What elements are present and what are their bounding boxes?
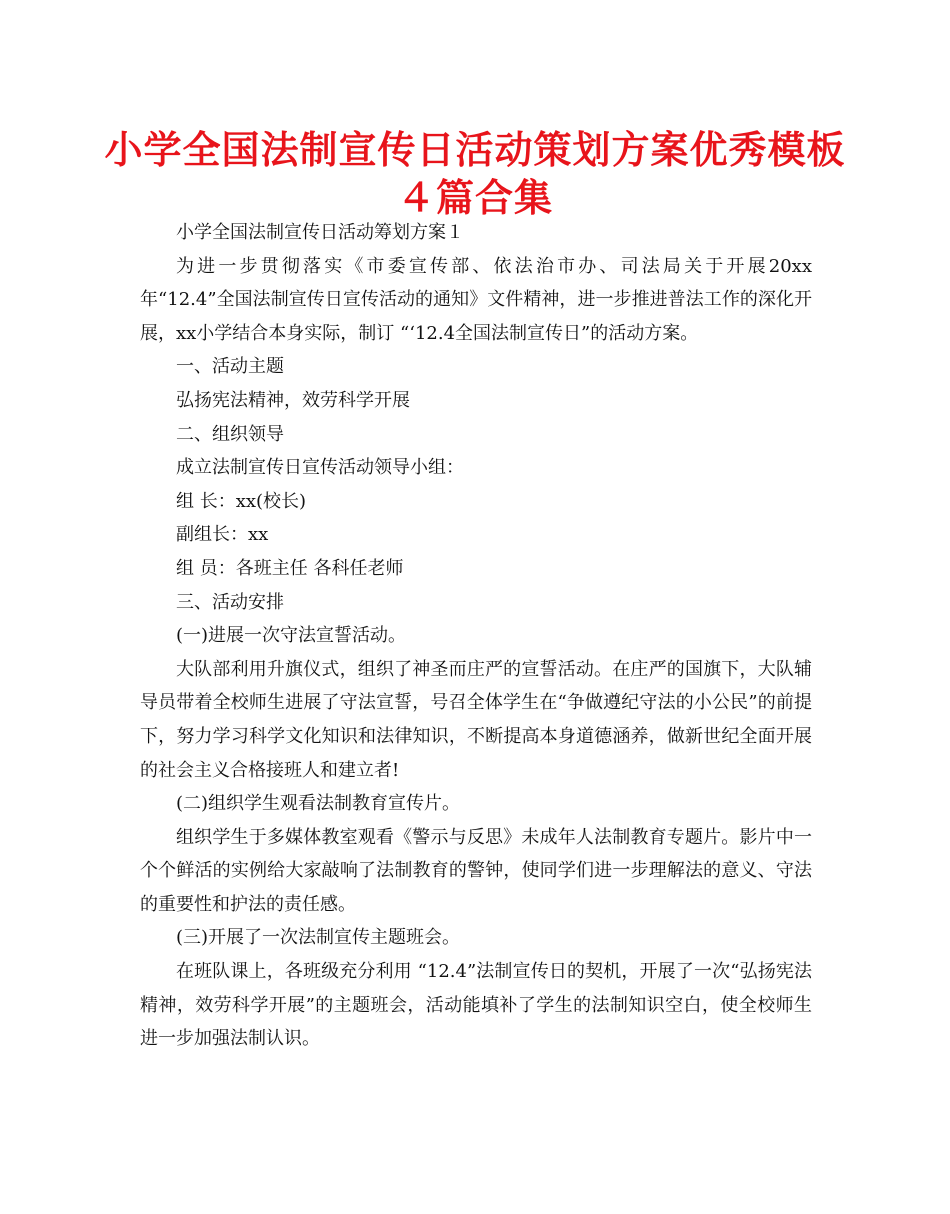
section-heading: 小学全国法制宣传日活动筹划方案１ [176,222,464,243]
section-heading: 三、活动安排 [176,591,284,613]
section-heading: 一、活动主题 [176,356,284,378]
body-paragraph: 大队部利用升旗仪式，组织了神圣而庄严的宣誓活动。在庄严的国旗下，大队辅导员带着全校师生进展了守法宣誓，号召全体学生在“争做遵纪守法的小公民”的前提下，努力学习科学文化知识和法律知识，不断提高本身道德涵养，做新世纪全面开展的社会主义合格接班人和建立者! [140,658,812,781]
body-paragraph: 副组长：xx [176,524,269,546]
body-paragraph: 为进一步贯彻落实《市委宣传部、依法治市办、司法局关于开展20xx年“12.4”全国法制宣传日宣传活动的通知》文件精神，进一步推进普法工作的深化开展，xx小学结合本身实际，制订 “‘12.4全国法制宣传日”的活动方案。 [140,255,812,344]
subsection-heading: (三)开展了一次法制宣传主题班会。 [176,927,461,949]
document-body [140,216,812,1056]
body-paragraph: 弘扬宪法精神，效劳科学开展 [176,389,410,411]
subsection-heading: (一)进展一次守法宣誓活动。 [176,625,407,647]
body-paragraph: 组 长：xx(校长) [176,490,307,512]
body-paragraph: 组 员：各班主任 各科任老师 [176,557,404,579]
subsection-heading: (二)组织学生观看法制教育宣传片。 [176,793,461,815]
body-paragraph: 在班队课上，各班级充分利用 “12.4”法制宣传日的契机，开展了一次“弘扬宪法精神，效劳科学开展”的主题班会，活动能填补了学生的法制知识空白，使全校师生进一步加强法制认识。 [140,961,812,1050]
body-paragraph: 组织学生于多媒体教室观看《警示与反思》未成年人法制教育专题片。影片中一个个鲜活的实例给大家敲响了法制教育的警钟，使同学们进一步理解法的意义、守法的重要性和护法的责任感。 [140,826,812,915]
document-title: 小学全国法制宣传日活动策划方案优秀模板４篇合集 [104,128,846,220]
body-paragraph: 成立法制宣传日宣传活动领导小组： [176,457,464,479]
section-heading: 二、组织领导 [176,423,284,445]
